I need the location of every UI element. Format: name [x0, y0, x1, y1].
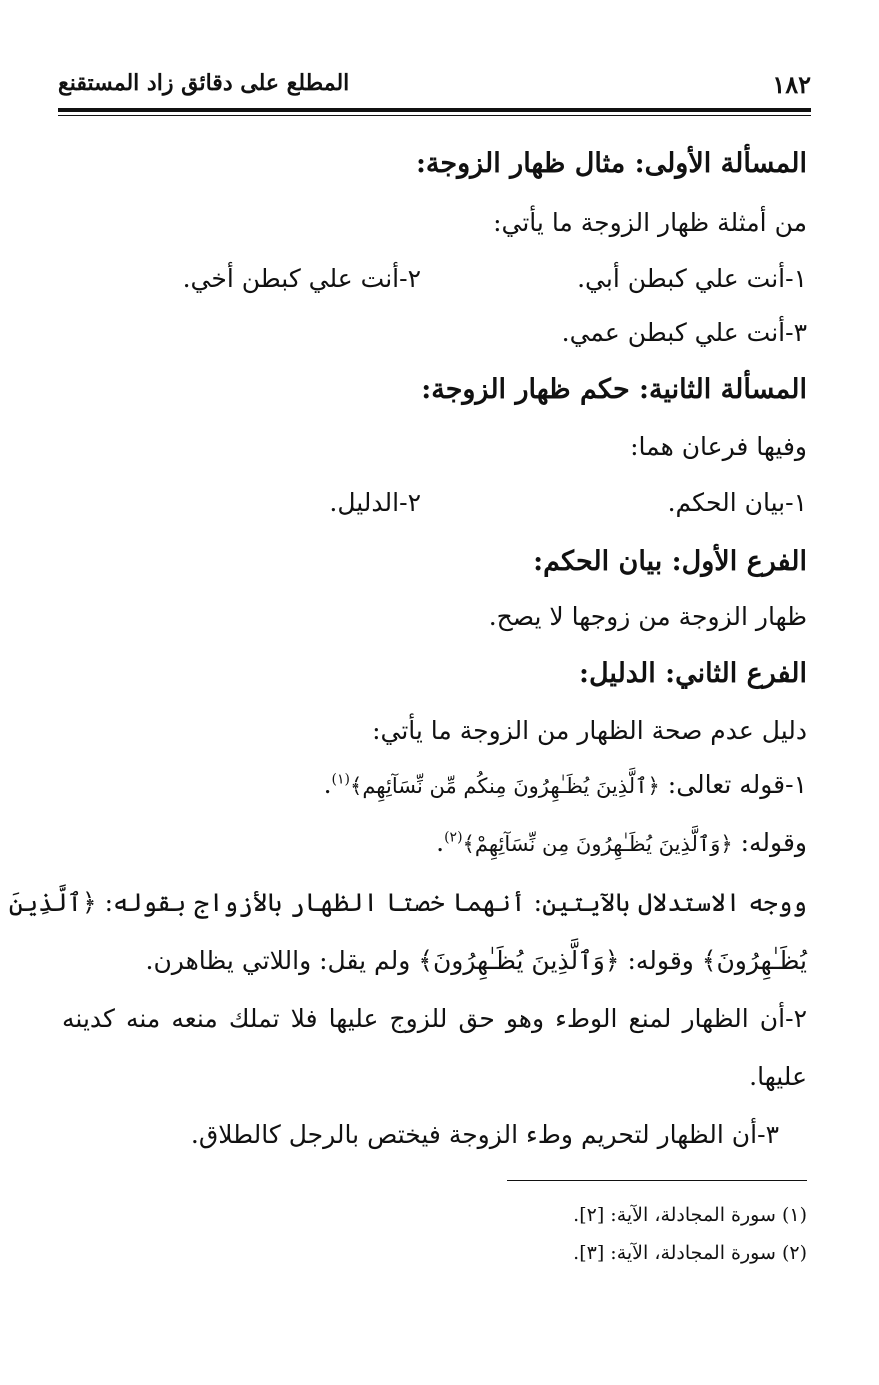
- footnote-separator: [507, 1180, 807, 1181]
- page-header: [58, 66, 811, 106]
- paragraph-line: ووجه الاستدلال بالآيتين: أنهما خصتا الظهار بالأزواج بقوله: ﴿ٱلَّذِينَ: [8, 888, 807, 917]
- paragraph: من أمثلة ظهار الزوجة ما يأتي:: [493, 208, 807, 237]
- footnote-ref[interactable]: (٢): [444, 829, 463, 846]
- heading-branch-2: الفرع الثاني: الدليل:: [579, 658, 807, 689]
- paragraph-line: عليها.: [749, 1062, 807, 1091]
- paragraph-line: يُظَـٰهِرُونَ﴾ وقوله: ﴿وَٱلَّذِينَ يُظَـٰهِرُونَ﴾ ولم يقل: واللاتي يظاهرن.: [145, 946, 807, 975]
- evidence-1b: وقوله: ﴿وَٱلَّذِينَ يُظَـٰهِرُونَ مِن نِّسَآئِهِمْ﴾$^{(٢)}$.: [436, 828, 807, 857]
- evidence-1: ١-قوله تعالى: ﴿ٱلَّذِينَ يُظَـٰهِرُونَ مِنكُم مِّن نِّسَآئِهِم﴾$^{(١)}$.: [323, 770, 807, 799]
- evidence-1-text: ١-قوله تعالى:: [667, 770, 807, 799]
- quran-verse: ﴿ٱلَّذِينَ يُظَـٰهِرُونَ مِنكُم مِّن نِّسَآئِهِم﴾: [350, 774, 660, 798]
- footnote-ref[interactable]: (١): [331, 771, 351, 788]
- paragraph: وفيها فرعان هما:: [630, 432, 807, 461]
- branch-2: ٢-الدليل.: [329, 488, 421, 517]
- paragraph: ٣-أن الظهار لتحريم وطء الزوجة فيختص بالرجل كالطلاق.: [190, 1120, 779, 1149]
- footnote-1: (١) سورة المجادلة، الآية: [٢].: [573, 1204, 807, 1226]
- running-title: المطلع على دقائق زاد المستقنع: [58, 70, 350, 96]
- quran-verse: ﴿وَٱلَّذِينَ يُظَـٰهِرُونَ مِن نِّسَآئِهِمْ﴾: [462, 832, 733, 856]
- paragraph: دليل عدم صحة الظهار من الزوجة ما يأتي:: [372, 716, 807, 745]
- footnote-2: (٢) سورة المجادلة، الآية: [٣].: [573, 1242, 807, 1264]
- page-number: ١٨٢: [772, 70, 811, 99]
- evidence-1b-text: وقوله:: [740, 828, 807, 857]
- example-3: ٣-أنت علي كبطن عمي.: [561, 318, 807, 347]
- branch-1: ١-بيان الحكم.: [667, 488, 807, 517]
- heading-branch-1: الفرع الأول: بيان الحكم:: [533, 546, 807, 577]
- example-2: ٢-أنت علي كبطن أخي.: [182, 264, 421, 293]
- example-1: ١-أنت علي كبطن أبي.: [577, 264, 807, 293]
- heading-issue-2: المسألة الثانية: حكم ظهار الزوجة:: [421, 374, 807, 405]
- paragraph: ظهار الزوجة من زوجها لا يصح.: [488, 602, 807, 631]
- heading-issue-1: المسألة الأولى: مثال ظهار الزوجة:: [415, 148, 807, 179]
- header-rule-thin: [58, 115, 811, 116]
- paragraph-line: ٢-أن الظهار لمنع الوطء وهو حق للزوج عليها فلا تملك منعه منه كدينه: [62, 1004, 807, 1033]
- header-rule-thick: [58, 108, 811, 112]
